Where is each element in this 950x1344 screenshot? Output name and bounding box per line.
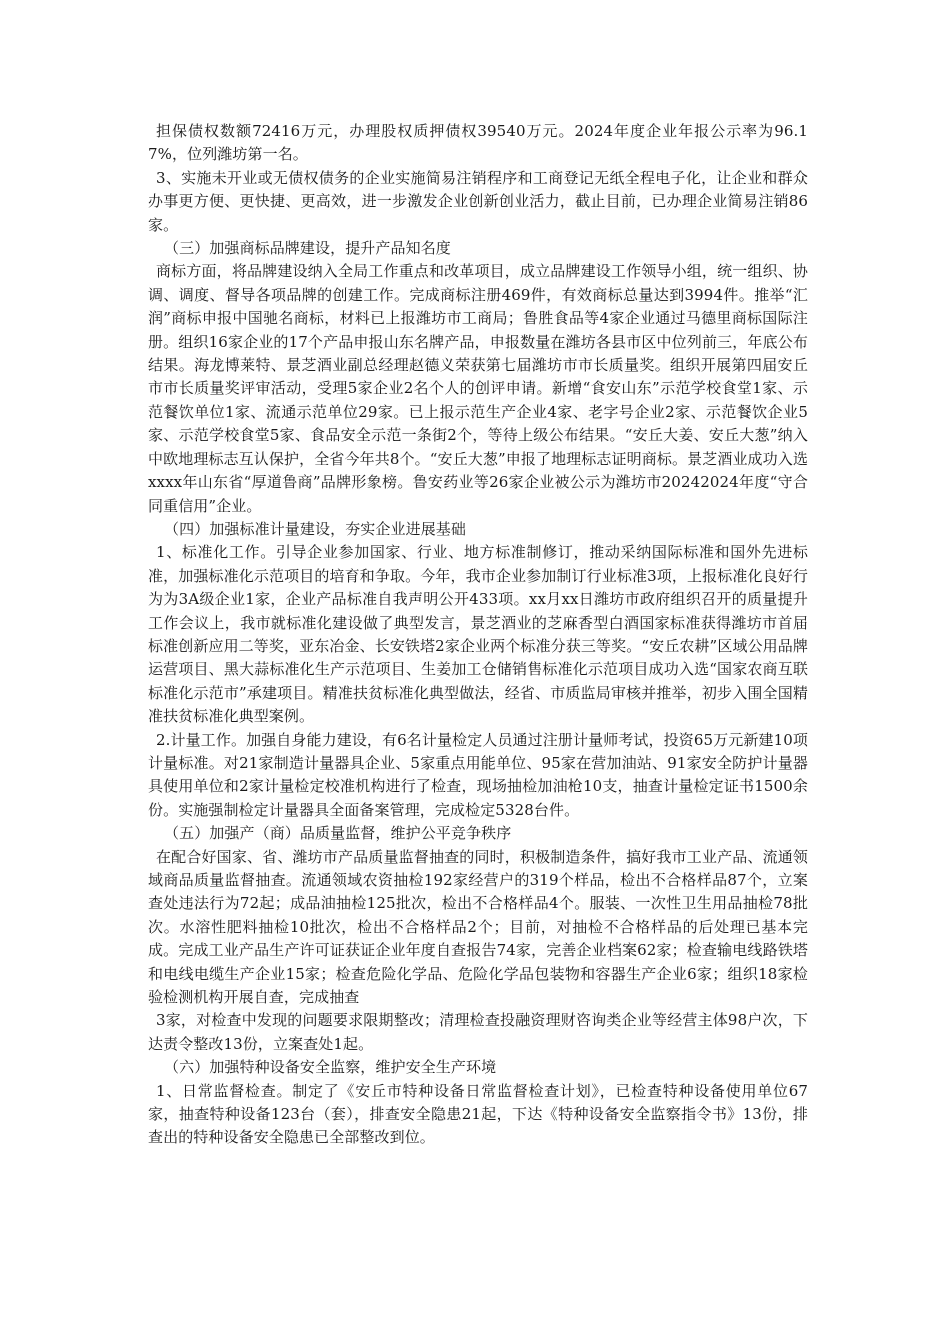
section-heading: （四）加强标准计量建设，夯实企业进展基础 xyxy=(164,519,467,538)
paragraph: 担保债权数额72416万元，办理股权质押债权39540万元。2024年度企业年报公示率为96.17%，位列潍坊第一名。 xyxy=(148,122,808,164)
paragraph: 2.计量工作。加强自身能力建设，有6名计量检定人员通过注册计量师考试，投资65万元新建10项计量标准。对21家制造计量器具企业、5家重点用能单位、95家在营加油站、91家安全防护计量器具使用单位和2家计量检定校准机构进行了检查，现场抽检加油枪10支，抽查计量检定证书1500余份。实施强制检定计量器具全面备案管理，完成检定5328台件。 xyxy=(148,730,808,819)
section-heading: （五）加强产（商）品质量监督，维护公平竞争秩序 xyxy=(164,824,512,843)
paragraph: 3家，对检查中发现的问题要求限期整改；清理检查投融资理财咨询类企业等经营主体98户次，下达责令整改13份，立案查处1起。 xyxy=(148,1011,808,1053)
paragraph: 1、标准化工作。引导企业参加国家、行业、地方标准制修订，推动采纳国际标准和国外先进标准，加强标准化示范项目的培育和争取。今年，我市企业参加制订行业标准3项，上报标准化良好行为为3A级企业1家，企业产品标准自我声明公开433项。xx月xx日潍坊市政府组织召开的质量提升工作会议上，我市就标准化建设做了典型发言，景芝酒业的芝麻香型白酒国家标准获得潍坊市首届标准创新应用二等奖，亚东冶金、长安铁塔2家企业两个标准分获三等奖。“安丘农耕”区域公用品牌运营项目、黑大蒜标准化生产示范项目、生姜加工仓储销售标准化示范项目成功入选“国家农商互联标准化示范市”承建项目。精准扶贫标准化典型做法，经省、市质监局审核并推举，初步入围全国精准扶贫标准化典型案例。 xyxy=(148,543,808,726)
paragraph: 在配合好国家、省、潍坊市产品质量监督抽查的同时，积极制造条件，搞好我市工业产品、流通领域商品质量监督抽查。流通领域农资抽检192家经营户的319个样品，检出不合格样品87个，立案查处违法行为72起；成品油抽检125批次，检出不合格样品4个。服装、一次性卫生用品抽检78批次。水溶性肥料抽检10批次，检出不合格样品2个；目前，对抽检不合格样品的后处理已基本完成。完成工业产品生产许可证获证企业年度自查报告74家，完善企业档案62家；检查输电线路铁塔和电线电缆生产企业15家；检查危险化学品、危险化学品包装物和容器生产企业6家；组织18家检验检测机构开展自查，完成抽查 xyxy=(148,847,808,1007)
section-heading: （三）加强商标品牌建设，提升产品知名度 xyxy=(164,239,451,258)
document-body xyxy=(148,120,808,1150)
section-heading: （六）加强特种设备安全监察，维护安全生产环境 xyxy=(164,1058,497,1077)
paragraph: 商标方面，将品牌建设纳入全局工作重点和改革项目，成立品牌建设工作领导小组，统一组织、协调、调度、督导各项品牌的创建工作。完成商标注册469件，有效商标总量达到3994件。推举“汇润”商标申报中国驰名商标，材料已上报潍坊市工商局；鲁胜食品等4家企业通过马德里商标国际注册。组织16家企业的17个产品申报山东名牌产品，申报数量在潍坊各县市区中位列前三，年底公布结果。海龙博莱特、景芝酒业副总经理赵德义荣获第七届潍坊市市长质量奖。组织开展第四届安丘市市长质量奖评审活动，受理5家企业2名个人的创评申请。新增“食安山东”示范学校食堂1家、示范餐饮单位1家、流通示范单位29家。已上报示范生产企业4家、老字号企业2家、示范餐饮企业5家、示范学校食堂5家、食品安全示范一条街2个，等待上级公布结果。“安丘大姜、安丘大葱”纳入中欧地理标志互认保护，全省今年共8个。“安丘大葱”申报了地理标志证明商标。景芝酒业成功入选xxxx年山东省“厚道鲁商”品牌形象榜。鲁安药业等26家企业被公示为潍坊市20242024年度“守合同重信用”企业。 xyxy=(148,262,808,515)
paragraph: 3、实施未开业或无债权债务的企业实施简易注销程序和工商登记无纸全程电子化，让企业和群众办事更方便、更快捷、更高效，进一步激发企业创新创业活力，截止目前，已办理企业简易注销86家。 xyxy=(148,168,808,234)
paragraph: 1、日常监督检查。制定了《安丘市特种设备日常监督检查计划》，已检查特种设备使用单位67家，抽查特种设备123台（套），排查安全隐患21起，下达《特种设备安全监察指令书》13份，排查出的特种设备安全隐患已全部整改到位。 xyxy=(148,1081,808,1147)
